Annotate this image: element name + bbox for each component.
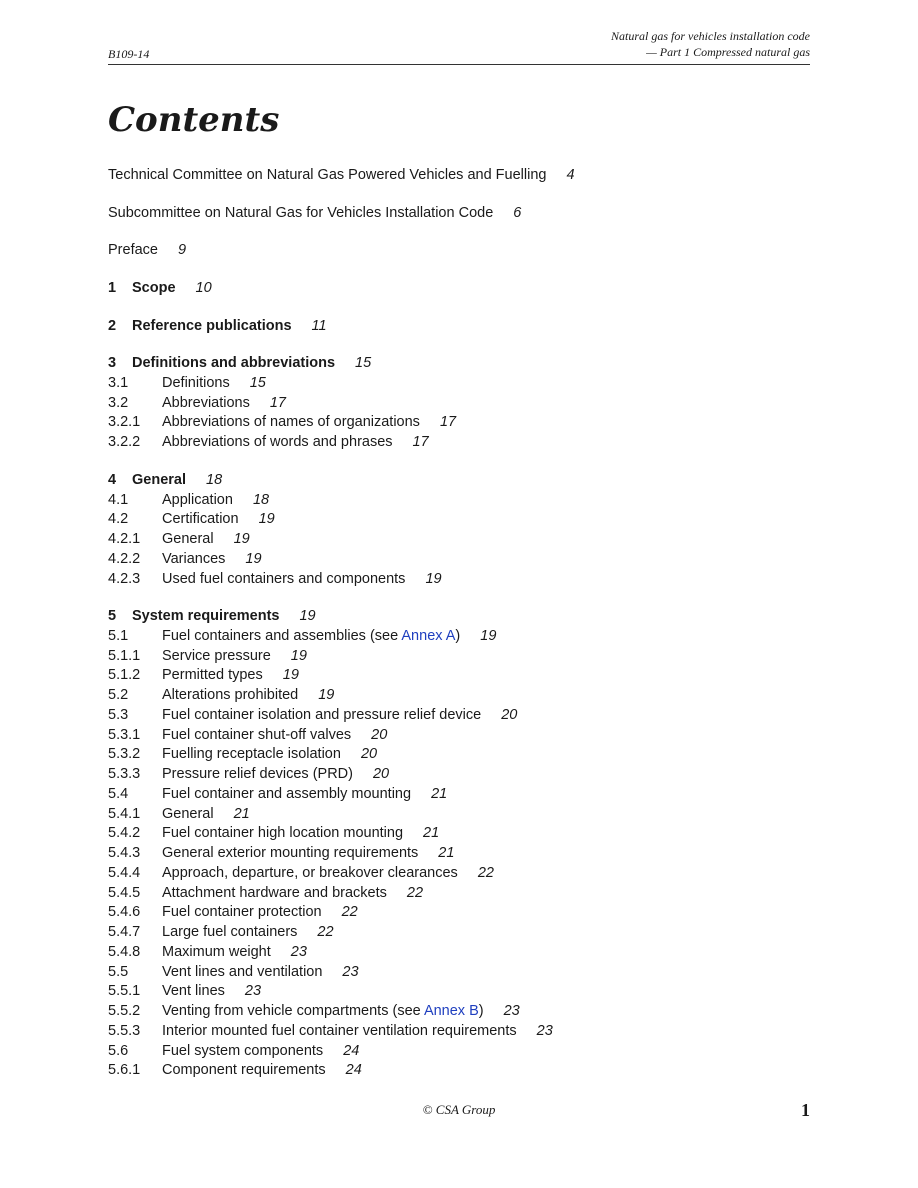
toc-subentry-number: 5.4.8 — [108, 943, 141, 960]
toc-subentry[interactable] — [108, 374, 810, 394]
toc-subentry[interactable] — [108, 824, 810, 844]
toc-subentry-label: Interior mounted fuel container ventilation requirements — [162, 1022, 517, 1039]
toc-subentry-label: Definitions — [162, 374, 230, 391]
toc-subentry-number: 5.2 — [108, 687, 129, 704]
toc-clause-heading[interactable] — [108, 279, 810, 299]
toc-clause-number: 1 — [108, 279, 117, 296]
toc-subentry-number: 5.4 — [108, 785, 129, 802]
toc-subentry-number: 5.1 — [108, 627, 129, 644]
toc-page-number: 9 — [177, 242, 187, 259]
toc-page-number: 6 — [513, 204, 522, 221]
toc-entry-label: Subcommittee on Natural Gas for Vehicles Installation Code — [108, 204, 494, 221]
toc-page-number: 20 — [372, 766, 390, 783]
toc-page-number: 17 — [439, 414, 457, 431]
toc-page-number: 24 — [343, 1042, 360, 1059]
toc-subentry[interactable] — [108, 943, 810, 963]
toc-subentry-number: 3.2.1 — [108, 414, 141, 431]
document-title-line-2: — Part 1 Compressed natural gas — [646, 45, 810, 59]
toc-subentry[interactable] — [108, 982, 810, 1002]
toc-page-number: 20 — [501, 706, 518, 723]
table-of-contents — [108, 166, 810, 1081]
toc-subentry[interactable] — [108, 785, 810, 805]
toc-subentry-label: Component requirements — [162, 1062, 326, 1079]
toc-subentry[interactable] — [108, 963, 810, 983]
toc-entry-label: Preface — [108, 242, 158, 259]
toc-subentry-label: Abbreviations of words and phrases — [162, 434, 393, 451]
toc-subentry[interactable] — [108, 1042, 810, 1062]
toc-subentry-number: 5.3.2 — [108, 746, 141, 763]
toc-subentry-number: 5.4.3 — [108, 845, 141, 862]
toc-subentry-label: Used fuel containers and components — [162, 570, 406, 587]
toc-clause-heading[interactable] — [108, 317, 810, 337]
toc-subentry[interactable] — [108, 647, 810, 667]
toc-entry[interactable] — [108, 204, 810, 224]
toc-subentry-number: 4.2 — [108, 511, 129, 528]
toc-subentry-number: 5.4.4 — [108, 864, 141, 881]
page-title: Contents — [108, 100, 280, 140]
toc-page-number: 22 — [477, 864, 494, 881]
document-title — [611, 28, 810, 60]
toc-subentry-label: General exterior mounting requirements — [162, 845, 419, 862]
toc-entry[interactable] — [108, 166, 810, 186]
toc-subentry-label: Approach, departure, or breakover clearances — [162, 864, 458, 881]
toc-clause-heading[interactable] — [108, 471, 810, 491]
toc-subentry-number: 5.4.7 — [108, 924, 141, 941]
toc-subentry-label: Fuel container shut-off valves — [162, 726, 352, 743]
toc-page-number: 19 — [258, 511, 275, 528]
toc-subentry-label: Service pressure — [162, 647, 271, 664]
toc-subentry-number: 5.6 — [108, 1042, 129, 1059]
toc-page-number: 22 — [406, 884, 424, 901]
toc-subentry[interactable] — [108, 550, 810, 570]
toc-page-number: 21 — [233, 805, 250, 822]
toc-page-number: 19 — [318, 687, 335, 704]
toc-page-number: 21 — [423, 825, 440, 842]
toc-page-number: 4 — [566, 167, 575, 183]
toc-subentry-number: 5.5.1 — [108, 983, 141, 1000]
annex-a-link[interactable]: Annex A — [401, 627, 456, 644]
toc-subentry-label: Fuel containers and assemblies (see — [162, 627, 402, 644]
toc-subentry-number: 5.3.1 — [108, 726, 141, 743]
toc-clause-heading[interactable] — [108, 607, 810, 627]
toc-subentry-label: Fuelling receptacle isolation — [162, 746, 341, 763]
toc-page-number: 20 — [371, 726, 388, 743]
toc-subentry[interactable] — [108, 864, 810, 884]
toc-subentry-number: 5.6.1 — [108, 1062, 141, 1079]
toc-page-number: 19 — [282, 667, 299, 684]
page-header — [108, 28, 810, 65]
toc-subentry-label: Venting from vehicle compartments (see — [162, 1003, 424, 1020]
toc-clause-title: Reference publications — [132, 317, 292, 334]
toc-subentry[interactable] — [108, 394, 810, 414]
toc-clause-heading[interactable] — [108, 354, 810, 374]
toc-subentry-number: 5.5.3 — [108, 1022, 141, 1039]
toc-page-number: 18 — [252, 491, 270, 508]
toc-subentry-label: Alterations prohibited — [162, 687, 299, 704]
toc-subentry[interactable] — [108, 884, 810, 904]
toc-page-number: 21 — [431, 785, 448, 802]
toc-subentry[interactable] — [108, 706, 810, 726]
toc-subentry-label: Large fuel containers — [162, 924, 298, 941]
document-title-line-1: Natural gas for vehicles installation code — [611, 29, 810, 43]
toc-page-number: 19 — [245, 550, 262, 567]
toc-subentry-number: 5.1.1 — [108, 647, 141, 664]
toc-subentry[interactable] — [108, 1061, 810, 1081]
toc-subentry-number: 3.1 — [108, 374, 129, 391]
toc-clause-number: 5 — [108, 608, 117, 625]
toc-subentry[interactable] — [108, 627, 810, 647]
toc-subentry[interactable] — [108, 726, 810, 746]
toc-subentry[interactable] — [108, 844, 810, 864]
toc-subentry-label: Vent lines — [162, 983, 225, 1000]
toc-subentry-number: 5.3.3 — [108, 766, 141, 783]
toc-subentry[interactable] — [108, 530, 810, 550]
toc-clause-number: 3 — [108, 355, 117, 372]
toc-subentry-number: 4.2.1 — [108, 531, 141, 548]
toc-subentry-label: Maximum weight — [162, 943, 271, 960]
toc-page-number: 23 — [244, 983, 262, 1000]
toc-subentry-number: 3.2.2 — [108, 434, 141, 451]
toc-subentry-label-end: ) — [455, 627, 461, 644]
toc-page-number: 20 — [360, 746, 378, 763]
toc-page-number: 19 — [425, 570, 442, 587]
toc-subentry[interactable] — [108, 686, 810, 706]
toc-subentry[interactable] — [108, 903, 810, 923]
toc-subentry-label: Abbreviations — [162, 394, 250, 411]
toc-clause-title: System requirements — [132, 608, 280, 625]
toc-page-number: 24 — [345, 1062, 362, 1079]
toc-subentry-number: 5.3 — [108, 706, 129, 723]
toc-subentry-label: Attachment hardware and brackets — [162, 884, 387, 901]
toc-subentry-label: General — [162, 805, 214, 822]
toc-clause-number: 4 — [108, 471, 117, 488]
toc-subentry-label: Application — [162, 491, 233, 508]
toc-subentry[interactable] — [108, 765, 810, 785]
toc-page-number: 15 — [355, 355, 372, 372]
toc-subentry-number: 5.4.1 — [108, 805, 141, 822]
toc-subentry[interactable] — [108, 510, 810, 530]
toc-subentry[interactable] — [108, 666, 810, 686]
toc-subentry-number: 5.4.6 — [108, 904, 141, 921]
toc-page-number: 19 — [480, 627, 497, 644]
toc-subentry-number: 4.1 — [108, 491, 129, 508]
toc-subentry[interactable] — [108, 570, 810, 590]
toc-subentry-number: 4.2.3 — [108, 570, 141, 587]
toc-page-number: 11 — [311, 317, 327, 334]
toc-clause-title: Definitions and abbreviations — [132, 355, 336, 372]
toc-page-number: 10 — [195, 279, 212, 296]
toc-subentry-label: Fuel container protection — [162, 904, 322, 921]
toc-subentry-number: 4.2.2 — [108, 550, 141, 567]
toc-page-number: 22 — [341, 904, 358, 921]
toc-page-number: 21 — [438, 845, 455, 862]
toc-page-number: 15 — [249, 374, 266, 391]
toc-clause-number: 2 — [108, 317, 117, 334]
copyright-notice: © CSA Group — [422, 1102, 496, 1117]
toc-page-number: 19 — [299, 608, 316, 625]
toc-subentry-label: Pressure relief devices (PRD) — [162, 766, 353, 783]
toc-subentry[interactable] — [108, 923, 810, 943]
toc-page-number: 17 — [269, 394, 286, 411]
toc-page-number: 23 — [536, 1022, 553, 1039]
toc-entry[interactable] — [108, 241, 810, 261]
toc-page-number: 18 — [206, 471, 223, 488]
toc-subentry-label-end: ) — [478, 1003, 484, 1020]
toc-subentry[interactable] — [108, 745, 810, 765]
toc-subentry-label: Fuel container isolation and pressure relief device — [162, 706, 482, 723]
toc-page-number: 19 — [233, 531, 250, 548]
toc-clause-title: General — [132, 471, 186, 488]
annex-b-link[interactable]: Annex B — [423, 1003, 479, 1020]
toc-subentry-label: Fuel container and assembly mounting — [162, 785, 412, 802]
toc-clause-title: Scope — [132, 279, 176, 296]
toc-subentry-number: 5.5.2 — [108, 1003, 141, 1020]
toc-subentry[interactable] — [108, 413, 810, 433]
toc-subentry[interactable] — [108, 805, 810, 825]
toc-page-number: 19 — [290, 647, 307, 664]
toc-page-number: 23 — [503, 1003, 520, 1020]
toc-subentry[interactable] — [108, 491, 810, 511]
toc-subentry-number: 3.2 — [108, 394, 129, 411]
toc-page-number: 23 — [290, 943, 307, 960]
toc-subentry-label: Fuel container high location mounting — [162, 825, 404, 842]
toc-subentry[interactable] — [108, 433, 810, 453]
toc-subentry[interactable] — [108, 1002, 810, 1022]
toc-entry-label: Technical Committee on Natural Gas Powered Vehicles and Fuelling — [108, 167, 547, 183]
toc-subentry-number: 5.4.5 — [108, 884, 141, 901]
toc-subentry-label: Permitted types — [162, 667, 263, 684]
toc-subentry-number: 5.1.2 — [108, 667, 141, 684]
toc-subentry-number: 5.4.2 — [108, 825, 141, 842]
toc-subentry-label: Abbreviations of names of organizations — [162, 414, 420, 431]
toc-subentry-label: Fuel system components — [162, 1042, 324, 1059]
page-number: 1 — [801, 1100, 810, 1120]
toc-subentry-label: Variances — [162, 550, 226, 567]
toc-page-number: 22 — [317, 924, 334, 941]
toc-page-number: 23 — [342, 963, 359, 980]
toc-subentry-label: General — [162, 531, 214, 548]
document-code: B109-14 — [108, 47, 150, 61]
toc-subentry[interactable] — [108, 1022, 810, 1042]
toc-subentry-label: Vent lines and ventilation — [162, 963, 323, 980]
toc-page-number: 17 — [412, 434, 429, 451]
toc-subentry-label: Certification — [162, 511, 239, 528]
toc-subentry-number: 5.5 — [108, 963, 129, 980]
